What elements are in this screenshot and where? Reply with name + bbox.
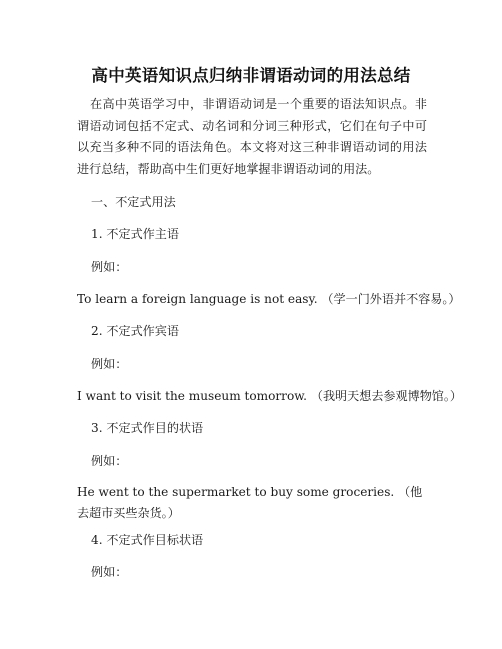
document-title: 高中英语知识点归纳非谓语动词的用法总结: [91, 66, 411, 85]
example-sentence: He went to the supermarket to buy some groceries. （他去超市买些杂货。）: [77, 485, 423, 520]
example-label: 例如：: [91, 260, 128, 274]
item-heading: 3. 不定式作目的状语: [91, 421, 204, 435]
example-label: 例如：: [91, 454, 128, 468]
example-sentence: To learn a foreign language is not easy. （学一门外语并不容易。）: [77, 292, 461, 306]
intro-paragraph: 在高中英语学习中，非谓语动词是一个重要的语法知识点。非谓语动词包括不定式、动名词和分词三种形式，它们在句子中可以充当多种不同的语法角色。本文将对这三种非谓语动词的用法进行总结，帮助高中生们更好地掌握非谓语动词的用法。: [77, 97, 427, 176]
section-heading: 一、不定式用法: [91, 195, 176, 209]
example-label: 例如：: [91, 565, 128, 579]
example-label: 例如：: [91, 357, 128, 371]
item-heading: 2. 不定式作宾语: [91, 324, 179, 338]
item-heading: 1. 不定式作主语: [91, 227, 179, 241]
item-heading: 4. 不定式作目标状语: [91, 533, 204, 547]
example-sentence: I want to visit the museum tomorrow. （我明天想去参观博物馆。）: [77, 389, 463, 403]
